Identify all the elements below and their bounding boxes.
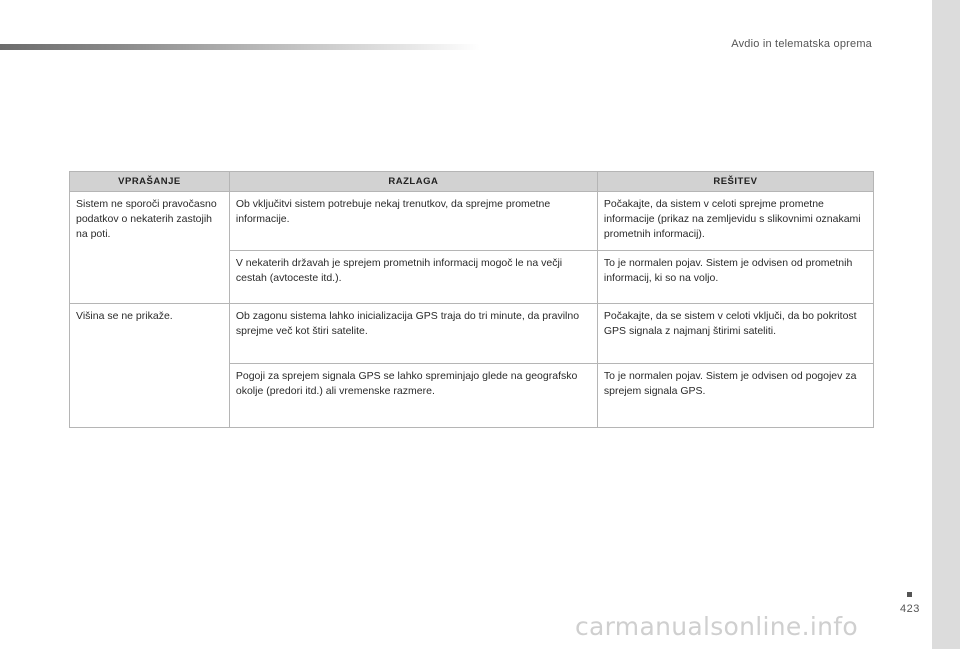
- explanation-cell: V nekaterih državah je sprejem prometnih informacij mogoč le na večji cestah (avtoceste itd.).: [229, 251, 597, 304]
- column-header-solution: REŠITEV: [597, 172, 873, 192]
- solution-cell: Počakajte, da se sistem v celoti vključi, da bo pokritost GPS signala z najmanj štirimi sateliti.: [597, 304, 873, 364]
- column-header-explanation: RAZLAGA: [229, 172, 597, 192]
- troubleshooting-table: [69, 171, 874, 428]
- question-cell: Višina se ne prikaže.: [70, 304, 230, 428]
- table-header-row: [70, 172, 874, 192]
- explanation-cell: Ob vključitvi sistem potrebuje nekaj trenutkov, da sprejme prometne informacije.: [229, 192, 597, 251]
- section-title: Avdio in telematska oprema: [731, 38, 872, 50]
- solution-cell: Počakajte, da sistem v celoti sprejme prometne informacije (prikaz na zemljevidu s slikovnimi oznakami prometnih informacij).: [597, 192, 873, 251]
- table-row: [70, 304, 874, 364]
- column-header-question: VPRAŠANJE: [70, 172, 230, 192]
- solution-cell: To je normalen pojav. Sistem je odvisen od prometnih informacij, ki so na voljo.: [597, 251, 873, 304]
- question-cell: Sistem ne sporoči pravočasno podatkov o nekaterih zastojih na poti.: [70, 192, 230, 304]
- watermark: carmanualsonline.info: [575, 612, 858, 641]
- header-gradient-strip: [0, 44, 480, 50]
- page-margin-band: [932, 0, 960, 649]
- page-marker-square: [907, 592, 912, 597]
- table-row: [70, 192, 874, 251]
- page-number: 423: [900, 603, 920, 615]
- explanation-cell: Ob zagonu sistema lahko inicializacija GPS traja do tri minute, da pravilno sprejme več kot štiri satelite.: [229, 304, 597, 364]
- solution-cell: To je normalen pojav. Sistem je odvisen od pogojev za sprejem signala GPS.: [597, 364, 873, 428]
- explanation-cell: Pogoji za sprejem signala GPS se lahko spreminjajo glede na geografsko okolje (predori itd.) ali vremenske razmere.: [229, 364, 597, 428]
